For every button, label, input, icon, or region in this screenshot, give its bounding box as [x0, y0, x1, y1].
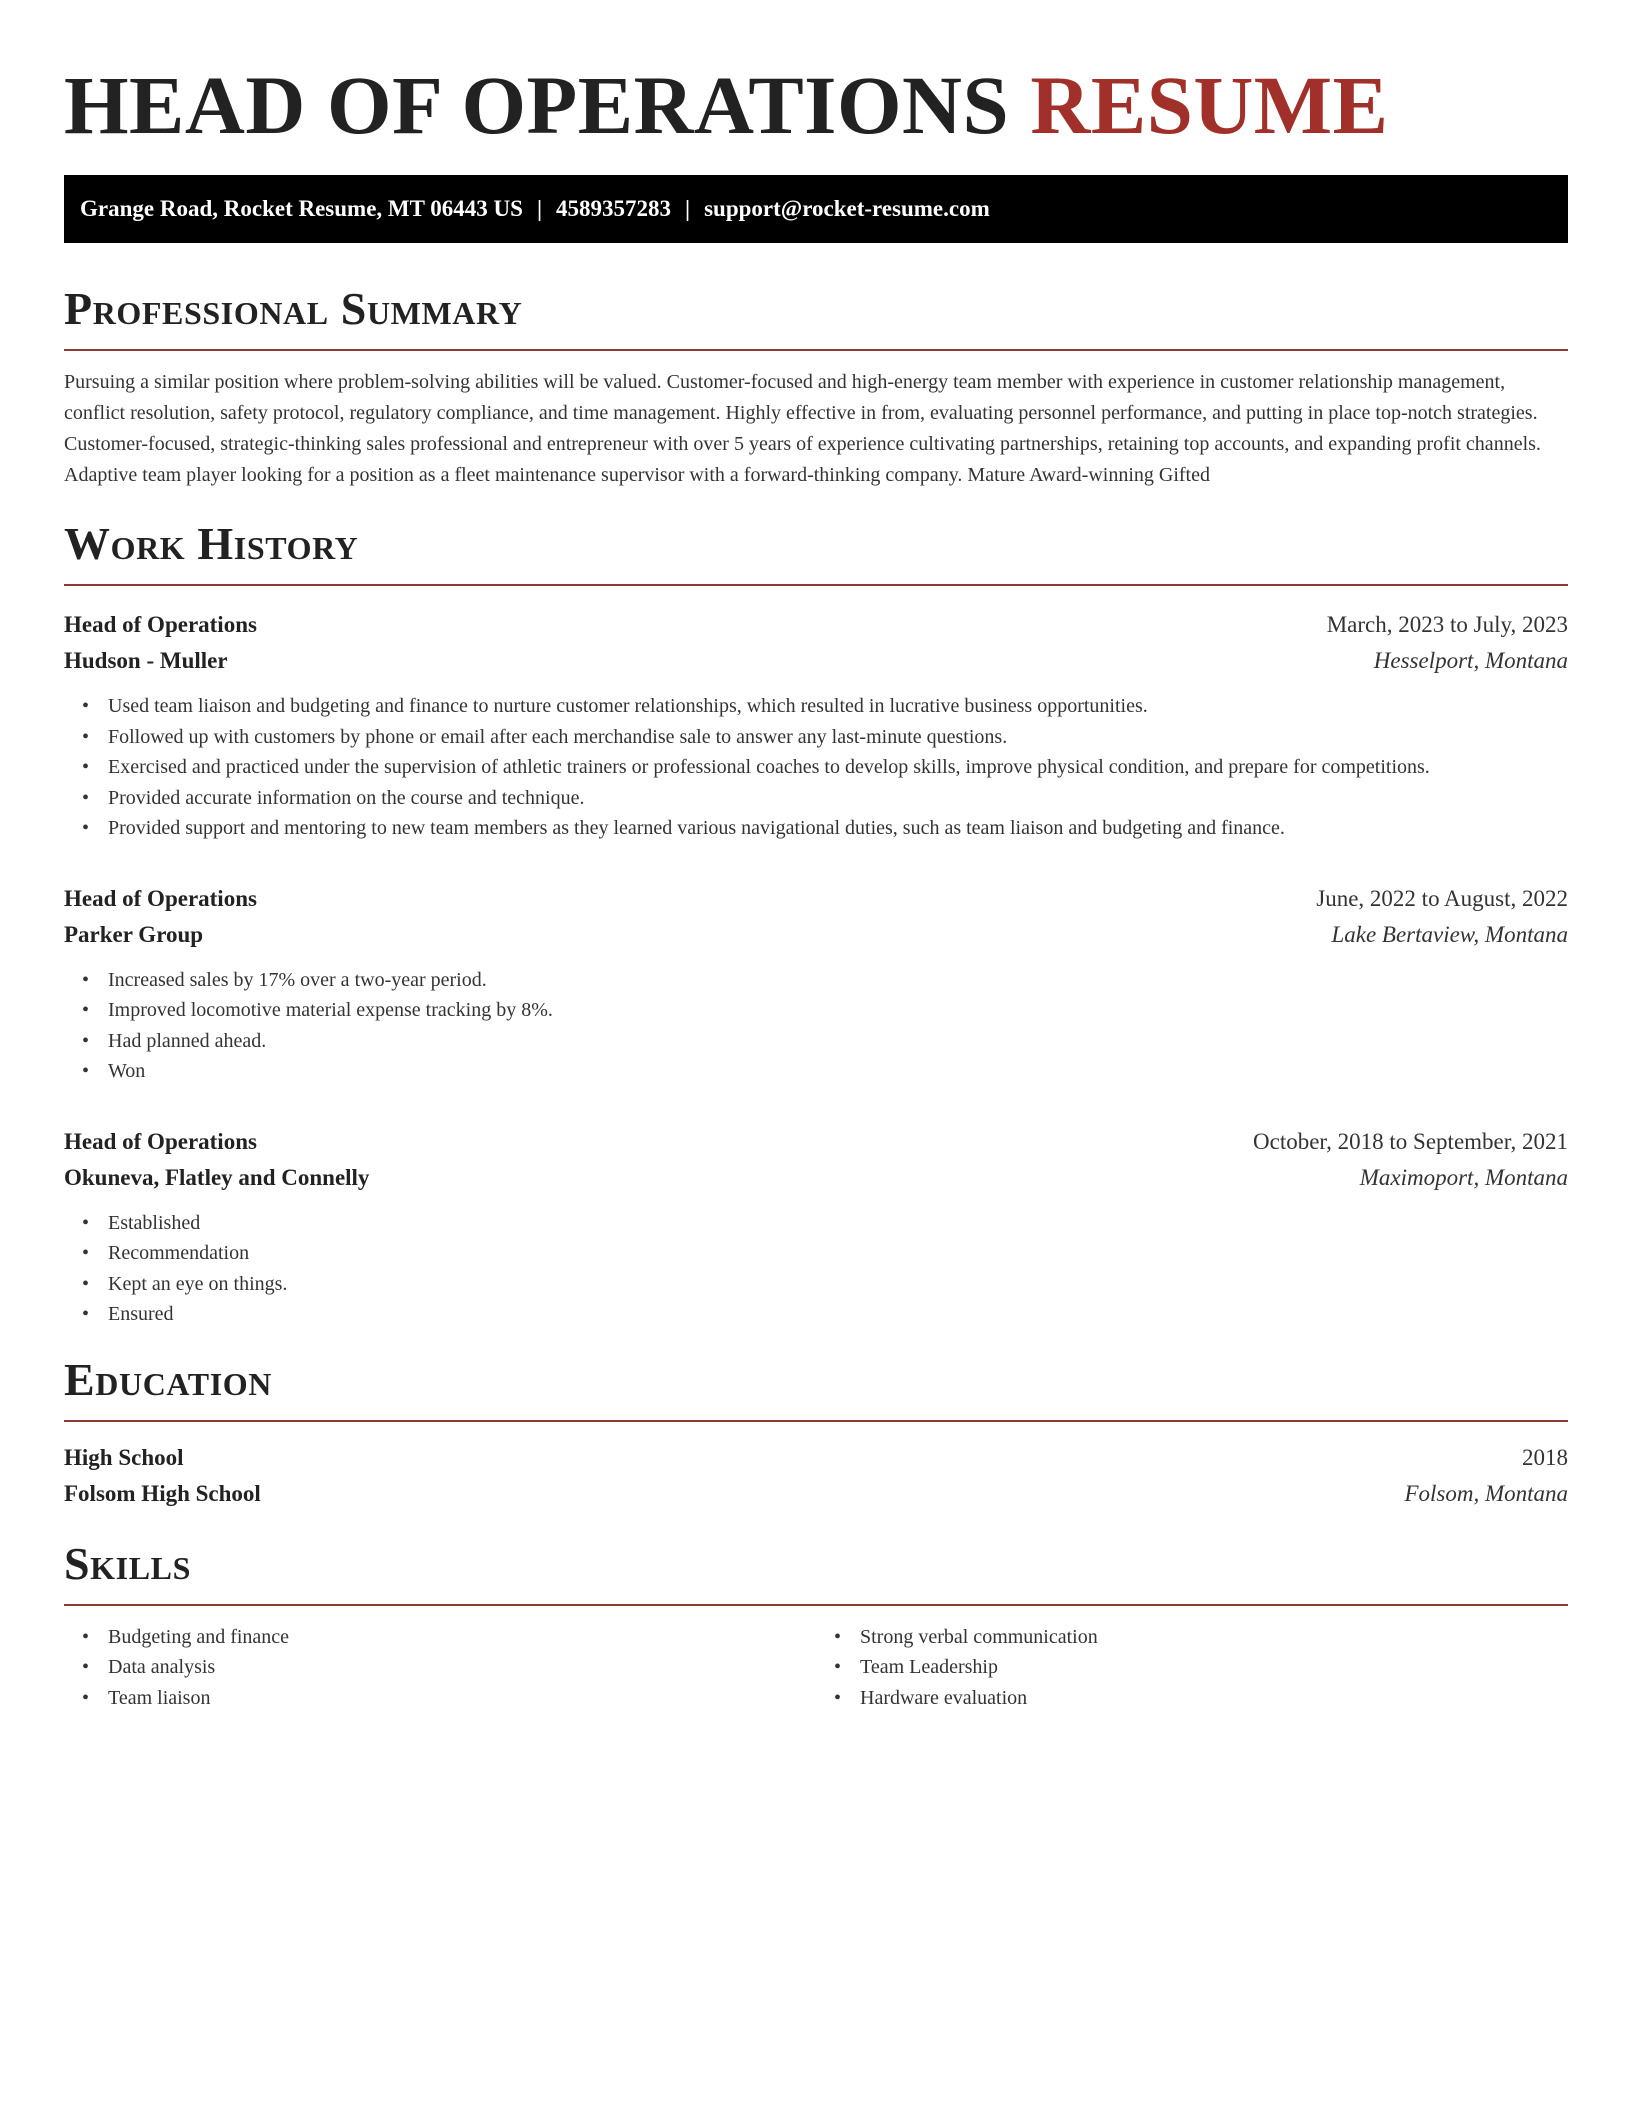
- section-divider: [64, 584, 1568, 586]
- list-item: • Recommendation: [108, 1238, 1568, 1269]
- skills-list: [816, 1622, 1568, 1714]
- summary-text: Pursuing a similar position where problem-solving abilities will be valued. Customer-focused and high-energy team member with experience in customer relationship management, conflict resolution, safety protocol, regulatory compliance, and time management. Highly effective in from, evaluating personnel performance, and putting in place top-notch strategies. Customer-focused, strategic-thinking sales professional and entrepreneur with over 5 years of experience cultivating partnerships, retaining top accounts, and expanding profit channels. Adaptive team player looking for a position as a fleet maintenance supervisor with a forward-thinking company. Mature Award-winning Gifted: [64, 371, 1541, 486]
- list-item: • Established: [108, 1208, 1568, 1239]
- degree: High School: [64, 1444, 184, 1470]
- skill-item: • Team liaison: [108, 1683, 816, 1714]
- work-history-section: [64, 518, 1568, 1330]
- company-name: Okuneva, Flatley and Connelly: [64, 1164, 370, 1190]
- skills-column-left: [64, 1622, 816, 1714]
- list-item: • Exercised and practiced under the supervision of athletic trainers or professional coaches to develop skills, improve physical condition, and prepare for competitions.: [108, 752, 1568, 783]
- job-bullets: [64, 691, 1568, 844]
- list-item: • Ensured: [108, 1299, 1568, 1330]
- job-dates: March, 2023 to July, 2023: [1326, 612, 1568, 637]
- skills-list: [64, 1622, 816, 1714]
- skill-item: • Hardware evaluation: [860, 1683, 1568, 1714]
- job-entry: [64, 881, 1568, 1087]
- list-item: • Provided accurate information on the course and technique.: [108, 783, 1568, 814]
- section-divider: [64, 349, 1568, 351]
- job-location: Maximoport, Montana: [1359, 1164, 1568, 1190]
- list-item: • Provided support and mentoring to new team members as they learned various navigational duties, such as team liaison and budgeting and finance.: [108, 813, 1568, 844]
- contact-phone: 4589357283: [556, 196, 672, 221]
- skills-column-right: [816, 1622, 1568, 1714]
- summary-heading: Professional Summary: [64, 283, 523, 334]
- contact-bar: [64, 175, 1568, 243]
- contact-separator: |: [685, 196, 691, 221]
- list-item: • Improved locomotive material expense tracking by 8%.: [108, 995, 1568, 1026]
- list-item: • Increased sales by 17% over a two-year period.: [108, 965, 1568, 996]
- section-divider: [64, 1604, 1568, 1606]
- job-title: Head of Operations: [64, 1128, 257, 1154]
- education-entry: [64, 1440, 1568, 1512]
- job-entry: [64, 607, 1568, 844]
- contact-address: Grange Road, Rocket Resume, MT 06443 US: [80, 196, 523, 221]
- graduation-year: 2018: [1522, 1444, 1568, 1470]
- job-bullets: [64, 965, 1568, 1087]
- skill-item: • Data analysis: [108, 1652, 816, 1683]
- skills-grid: [64, 1622, 1568, 1714]
- work-history-heading: Work History: [64, 518, 359, 569]
- list-item: • Kept an eye on things.: [108, 1269, 1568, 1300]
- school-name: Folsom High School: [64, 1480, 261, 1506]
- job-title: Head of Operations: [64, 885, 257, 911]
- job-location: Hesselport, Montana: [1373, 648, 1568, 673]
- job-location: Lake Bertaview, Montana: [1331, 921, 1568, 947]
- skill-item: • Strong verbal communication: [860, 1622, 1568, 1653]
- job-bullets: [64, 1208, 1568, 1330]
- company-name: Hudson - Muller: [64, 648, 228, 673]
- skills-heading: Skills: [64, 1537, 192, 1589]
- contact-separator: |: [536, 196, 543, 221]
- school-location: Folsom, Montana: [1404, 1480, 1568, 1506]
- list-item: • Had planned ahead.: [108, 1026, 1568, 1057]
- skill-item: • Budgeting and finance: [108, 1622, 816, 1653]
- skills-section: [64, 1538, 1568, 1714]
- contact-email: support@rocket-resume.com: [704, 196, 990, 221]
- title-main: HEAD OF OPERATIONS: [64, 59, 1010, 151]
- list-item: • Followed up with customers by phone or email after each merchandise sale to answer any last-minute questions.: [108, 722, 1568, 753]
- education-section: [64, 1354, 1568, 1512]
- job-dates: October, 2018 to September, 2021: [1253, 1128, 1568, 1154]
- education-heading: Education: [64, 1353, 272, 1405]
- resume-title: [64, 55, 1568, 155]
- job-dates: June, 2022 to August, 2022: [1316, 885, 1568, 911]
- list-item: • Won: [108, 1056, 1568, 1087]
- company-name: Parker Group: [64, 921, 204, 947]
- skill-item: • Team Leadership: [860, 1652, 1568, 1683]
- job-title: Head of Operations: [64, 612, 257, 637]
- title-accent: RESUME: [1030, 59, 1389, 151]
- list-item: • Used team liaison and budgeting and finance to nurture customer relationships, which resulted in lucrative business opportunities.: [108, 691, 1568, 722]
- job-entry: [64, 1124, 1568, 1330]
- section-divider: [64, 1420, 1568, 1422]
- summary-section: [64, 283, 1568, 491]
